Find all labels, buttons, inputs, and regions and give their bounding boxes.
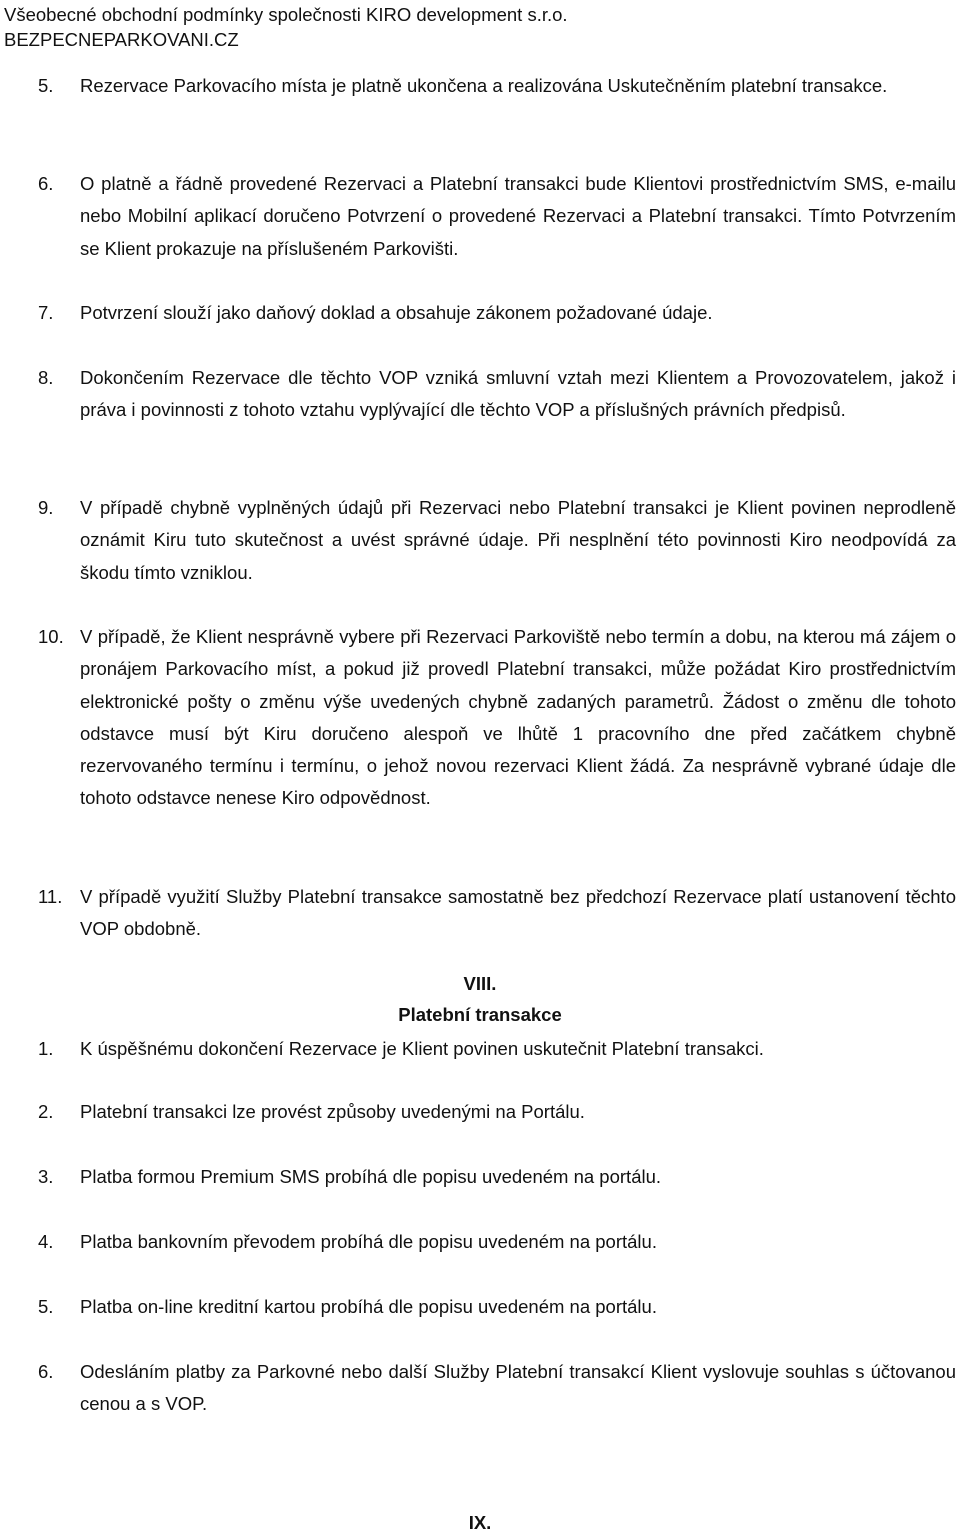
page-header xyxy=(4,2,944,52)
item-text: Rezervace Parkovacího místa je platně ukončena a realizována Uskutečněním platební transakce. xyxy=(80,75,888,96)
paragraph-item xyxy=(38,1291,956,1323)
item-number: 4. xyxy=(38,1231,54,1252)
item-text: Platba on-line kreditní kartou probíhá dle popisu uvedeném na portálu. xyxy=(80,1296,657,1317)
item-number: 2. xyxy=(38,1101,54,1122)
paragraph-item xyxy=(38,70,956,102)
section-roman-numeral: VIII. xyxy=(463,973,497,994)
paragraph-item xyxy=(38,1096,956,1128)
item-text: V případě využití Služby Platební transakce samostatně bez předchozí Rezervace platí ustanovení těchto VOP obdobně. xyxy=(80,886,956,940)
item-text: K úspěšnému dokončení Rezervace je Klient povinen uskutečnit Platební transakci. xyxy=(80,1038,764,1059)
paragraph-item xyxy=(38,1161,956,1193)
item-text: V případě chybně vyplněných údajů při Rezervaci nebo Platební transakci je Klient povinen neprodleně oznámit Kiru tuto skutečnost a uvést správné údaje. Při nesplnění této povinnosti Kiro neodpovídá za škodu tímto vzniklou. xyxy=(80,497,956,583)
header-website: BEZPECNEPARKOVANI.CZ xyxy=(4,29,239,50)
item-text: Odesláním platby za Parkovné nebo další Služby Platební transakcí Klient vyslovuje souhlas s účtovanou cenou a s VOP. xyxy=(80,1361,956,1415)
paragraph-item xyxy=(38,1033,956,1065)
item-text: Platba bankovním převodem probíhá dle popisu uvedeném na portálu. xyxy=(80,1231,657,1252)
item-number: 5. xyxy=(38,75,54,96)
item-number: 6. xyxy=(38,173,54,194)
paragraph-item xyxy=(38,1226,956,1258)
item-number: 8. xyxy=(38,367,54,388)
section-roman-numeral-next: IX. xyxy=(468,1512,492,1533)
item-number: 9. xyxy=(38,497,54,518)
paragraph-item xyxy=(38,492,956,589)
section-title: Platební transakce xyxy=(398,1004,562,1025)
item-number: 7. xyxy=(38,302,54,323)
item-number: 10. xyxy=(38,626,64,647)
paragraph-item xyxy=(38,168,956,265)
item-number: 11. xyxy=(38,886,63,907)
item-number: 1. xyxy=(38,1038,54,1059)
item-text: O platně a řádně provedené Rezervaci a Platební transakci bude Klientovi prostřednictvím SMS, e-mailu nebo Mobilní aplikací doručeno Potvrzení o provedené Rezervaci a Platební transakci. Tímto Potvrzením se Klient prokazuje na příslušeném Parkovišti. xyxy=(80,173,956,259)
item-number: 3. xyxy=(38,1166,54,1187)
item-text: Platba formou Premium SMS probíhá dle popisu uvedeném na portálu. xyxy=(80,1166,662,1187)
item-text: Dokončením Rezervace dle těchto VOP vzniká smluvní vztah mezi Klientem a Provozovatelem, jakož i práva i povinnosti z tohoto vztahu vyplývající dle těchto VOP a příslušných právních předpisů. xyxy=(80,367,956,421)
item-number: 6. xyxy=(38,1361,54,1382)
paragraph-item xyxy=(38,362,956,427)
item-text: Platební transakci lze provést způsoby uvedenými na Portálu. xyxy=(80,1101,585,1122)
paragraph-item xyxy=(38,297,956,329)
item-text: Potvrzení slouží jako daňový doklad a obsahuje zákonem požadované údaje. xyxy=(80,302,713,323)
item-text: V případě, že Klient nesprávně vybere při Rezervaci Parkoviště nebo termín a dobu, na kterou má zájem o pronájem Parkovacího míst, a pokud již provedl Platební transakci, může požádat Kiro prostřednictvím elektronické pošty o změnu výše uvedených chybně zadaných parametrů. Žádost o změnu dle tohoto odstavce musí být Kiru doručeno alespoň ve lhůtě 1 pracovního dne před začátkem chybně rezervovaného termínu i termínu, o jehož novou rezervaci Klient žádá. Za nesprávně vybrané údaje dle tohoto odstavce nenese Kiro odpovědnost. xyxy=(80,626,956,809)
header-company-title: Všeobecné obchodní podmínky společnosti KIRO development s.r.o. xyxy=(4,4,568,25)
item-number: 5. xyxy=(38,1296,54,1317)
paragraph-item xyxy=(38,1356,956,1421)
paragraph-item xyxy=(38,881,956,946)
paragraph-item xyxy=(38,621,956,815)
